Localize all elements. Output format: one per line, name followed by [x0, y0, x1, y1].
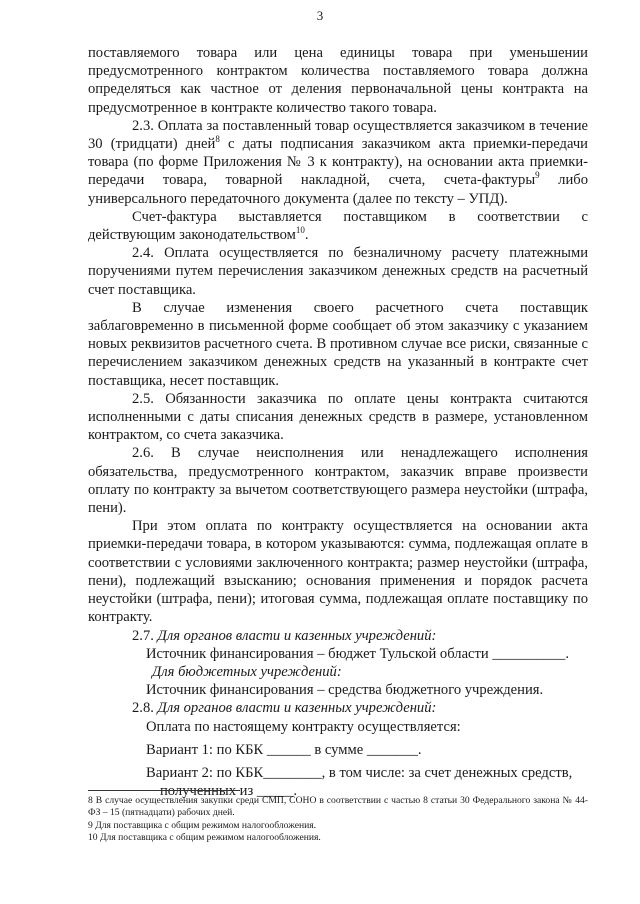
paragraph-penalty-payment: При этом оплата по контракту осуществляется на основании акта приемки-передачи товара, в котором указываются: сумма, подлежащая оплате в соответствии с условиями заключенного контракта; размер неустойки (штрафа, пени), подлежащий взысканию; основания применения и порядок расчета неустойки (штрафа, пени); итоговая сумма, подлежащая оплате поставщику по контракту.	[88, 518, 588, 626]
paragraph-invoice: Счет-фактура выставляется поставщиком в соответствии с действующим законодательством$^{10}$.	[88, 208, 588, 244]
page-number: 3	[316, 8, 324, 23]
footnote-ref-10: 10	[295, 225, 305, 236]
footnote-9: 9 Для поставщика с общим режимом налогообложения.	[88, 819, 317, 831]
clause-2-3: 2.3. Оплата за поставленный товар осуществляется заказчиком в течение 30 (тридцати) дней$^8$ с даты подписания заказчиком акта приемки-передачи товара (по форме Приложения № 3 к контракту), на основании акта приемки-передачи товара, товарной накладной, счета, счета-фактуры$^9$ либо универсального передаточного документа (далее по тексту – УПД).	[88, 117, 588, 207]
clause-2-7-label-budget: Для бюджетных учреждений:	[152, 663, 342, 680]
footnote-ref-8: 8	[215, 134, 220, 145]
clause-2-7: 2.7. Для органов власти и казенных учреждений:	[132, 627, 437, 644]
footnote-ref-9: 9	[535, 170, 540, 181]
clause-2-8-variant-2-cont: полученных из _____.	[160, 783, 298, 800]
paragraph-continued: поставляемого товара или цена единицы товара при уменьшении предусмотренного контрактом количества поставляемого товара должна определяться как частное от деления первоначальной цены контракта на предусмотренное в контракте количество такого товара.	[88, 45, 588, 116]
footnote-separator	[88, 790, 240, 791]
paragraph-account-change: В случае изменения своего расчетного счета поставщик заблаговременно в письменной форме сообщает об этом заказчику с указанием новых реквизитов расчетного счета. В противном случае все риски, связанные с перечислением заказчиком денежных средств на указанный в контракте счет поставщика, несет поставщик.	[88, 299, 588, 389]
clause-2-8: 2.8. Для органов власти и казенных учреждений:	[132, 700, 437, 717]
footnotes	[88, 795, 588, 845]
clause-2-8-line1: Оплата по настоящему контракту осуществляется:	[146, 718, 461, 735]
footnote-10: 10 Для поставщика с общим режимом налогообложения.	[88, 832, 321, 844]
clause-2-7-source-gov: Источник финансирования – бюджет Тульской области __________.	[146, 645, 569, 662]
clause-2-7-source-budget: Источник финансирования – средства бюджетного учреждения.	[146, 682, 544, 699]
clause-2-7-label-gov: Для органов власти и казенных учреждений:	[157, 627, 437, 644]
footnote-8: 8 В случае осуществления закупки среди СМП, СОНО в соответствии с частью 8 статьи 30 Федерального закона № 44-ФЗ – 15 (пятнадцати) рабочих дней.	[88, 795, 588, 819]
clause-2-5: 2.5. Обязанности заказчика по оплате цены контракта считаются исполненными с даты списания денежных средств в размере, установленном контрактом, со счета заказчика.	[88, 390, 588, 444]
clause-2-8-variant-2: Вариант 2: по КБК________, в том числе: за счет денежных средств,	[146, 764, 573, 781]
clause-2-8-variant-1: Вариант 1: по КБК ______ в сумме _______.	[146, 741, 422, 758]
clause-2-8-label-gov: Для органов власти и казенных учреждений:	[157, 700, 437, 717]
document-body	[88, 44, 588, 800]
clause-2-6: 2.6. В случае неисполнения или ненадлежащего исполнения обязательства, предусмотренного контрактом, заказчик вправе произвести оплату по контракту за вычетом соответствующего размера неустойки (штрафа, пени).	[88, 445, 588, 517]
clause-2-4: 2.4. Оплата осуществляется по безналичному расчету платежными поручениями путем перечисления заказчиком денежных средств на расчетный счет поставщика.	[88, 245, 588, 298]
